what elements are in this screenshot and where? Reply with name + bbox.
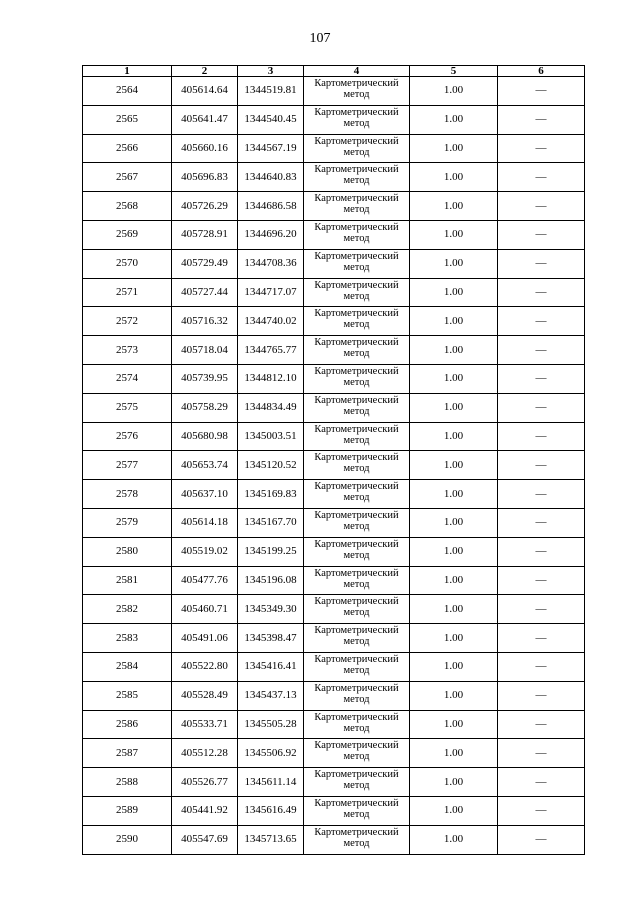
accuracy-cell: 1.00 — [410, 566, 498, 595]
table-row — [83, 134, 585, 163]
description-cell: — — [498, 566, 585, 595]
header-cell-y: 3 — [238, 66, 304, 77]
accuracy-cell: 1.00 — [410, 105, 498, 134]
x-coordinate-cell: 405660.16 — [172, 134, 238, 163]
table-header — [83, 66, 585, 77]
x-coordinate-cell: 405728.91 — [172, 220, 238, 249]
accuracy-cell: 1.00 — [410, 681, 498, 710]
header-cell-method: 4 — [304, 66, 410, 77]
description-cell: — — [498, 652, 585, 681]
method-cell: Картометрический метод — [304, 825, 410, 854]
y-coordinate-cell: 1345506.92 — [238, 739, 304, 768]
x-coordinate-cell: 405491.06 — [172, 624, 238, 653]
point-number-cell: 2575 — [83, 393, 172, 422]
x-coordinate-cell: 405696.83 — [172, 163, 238, 192]
description-cell: — — [498, 163, 585, 192]
x-coordinate-cell: 405519.02 — [172, 537, 238, 566]
table-row — [83, 393, 585, 422]
method-cell: Картометрический метод — [304, 624, 410, 653]
accuracy-cell: 1.00 — [410, 364, 498, 393]
method-cell: Картометрический метод — [304, 422, 410, 451]
accuracy-cell: 1.00 — [410, 220, 498, 249]
y-coordinate-cell: 1345398.47 — [238, 624, 304, 653]
x-coordinate-cell: 405758.29 — [172, 393, 238, 422]
y-coordinate-cell: 1345169.83 — [238, 480, 304, 509]
y-coordinate-cell: 1345196.08 — [238, 566, 304, 595]
accuracy-cell: 1.00 — [410, 652, 498, 681]
point-number-cell: 2585 — [83, 681, 172, 710]
y-coordinate-cell: 1344765.77 — [238, 336, 304, 365]
x-coordinate-cell: 405718.04 — [172, 336, 238, 365]
description-cell: — — [498, 364, 585, 393]
description-cell: — — [498, 624, 585, 653]
description-cell: — — [498, 278, 585, 307]
y-coordinate-cell: 1344696.20 — [238, 220, 304, 249]
description-cell: — — [498, 768, 585, 797]
accuracy-cell: 1.00 — [410, 77, 498, 106]
point-number-cell: 2573 — [83, 336, 172, 365]
accuracy-cell: 1.00 — [410, 451, 498, 480]
accuracy-cell: 1.00 — [410, 134, 498, 163]
y-coordinate-cell: 1345003.51 — [238, 422, 304, 451]
x-coordinate-cell: 405533.71 — [172, 710, 238, 739]
method-cell: Картометрический метод — [304, 192, 410, 221]
header-row — [83, 66, 585, 77]
description-cell: — — [498, 192, 585, 221]
point-number-cell: 2572 — [83, 307, 172, 336]
description-cell: — — [498, 77, 585, 106]
table-row — [83, 192, 585, 221]
point-number-cell: 2565 — [83, 105, 172, 134]
method-cell: Картометрический метод — [304, 163, 410, 192]
method-cell: Картометрический метод — [304, 134, 410, 163]
y-coordinate-cell: 1344834.49 — [238, 393, 304, 422]
table-row — [83, 364, 585, 393]
x-coordinate-cell: 405641.47 — [172, 105, 238, 134]
point-number-cell: 2587 — [83, 739, 172, 768]
description-cell: — — [498, 134, 585, 163]
method-cell: Картометрический метод — [304, 220, 410, 249]
description-cell: — — [498, 681, 585, 710]
table-body — [83, 77, 585, 855]
table-row — [83, 624, 585, 653]
accuracy-cell: 1.00 — [410, 336, 498, 365]
y-coordinate-cell: 1345505.28 — [238, 710, 304, 739]
description-cell: — — [498, 537, 585, 566]
method-cell: Картометрический метод — [304, 393, 410, 422]
x-coordinate-cell: 405460.71 — [172, 595, 238, 624]
table-row — [83, 278, 585, 307]
y-coordinate-cell: 1345349.30 — [238, 595, 304, 624]
description-cell: — — [498, 336, 585, 365]
description-cell: — — [498, 508, 585, 537]
x-coordinate-cell: 405528.49 — [172, 681, 238, 710]
accuracy-cell: 1.00 — [410, 624, 498, 653]
point-number-cell: 2589 — [83, 796, 172, 825]
table-row — [83, 796, 585, 825]
x-coordinate-cell: 405522.80 — [172, 652, 238, 681]
table-row — [83, 336, 585, 365]
x-coordinate-cell: 405526.77 — [172, 768, 238, 797]
x-coordinate-cell: 405614.18 — [172, 508, 238, 537]
table-row — [83, 77, 585, 106]
description-cell: — — [498, 249, 585, 278]
table-row — [83, 825, 585, 854]
x-coordinate-cell: 405726.29 — [172, 192, 238, 221]
method-cell: Картометрический метод — [304, 566, 410, 595]
y-coordinate-cell: 1344540.45 — [238, 105, 304, 134]
method-cell: Картометрический метод — [304, 652, 410, 681]
y-coordinate-cell: 1345199.25 — [238, 537, 304, 566]
description-cell: — — [498, 220, 585, 249]
table-row — [83, 508, 585, 537]
accuracy-cell: 1.00 — [410, 393, 498, 422]
x-coordinate-cell: 405637.10 — [172, 480, 238, 509]
point-number-cell: 2590 — [83, 825, 172, 854]
y-coordinate-cell: 1345616.49 — [238, 796, 304, 825]
accuracy-cell: 1.00 — [410, 768, 498, 797]
point-number-cell: 2570 — [83, 249, 172, 278]
coordinates-table — [82, 65, 585, 855]
method-cell: Картометрический метод — [304, 278, 410, 307]
table-row — [83, 595, 585, 624]
point-number-cell: 2569 — [83, 220, 172, 249]
accuracy-cell: 1.00 — [410, 710, 498, 739]
method-cell: Картометрический метод — [304, 364, 410, 393]
accuracy-cell: 1.00 — [410, 739, 498, 768]
description-cell: — — [498, 307, 585, 336]
point-number-cell: 2567 — [83, 163, 172, 192]
point-number-cell: 2574 — [83, 364, 172, 393]
accuracy-cell: 1.00 — [410, 163, 498, 192]
table-row — [83, 710, 585, 739]
method-cell: Картометрический метод — [304, 768, 410, 797]
header-cell-point-number: 1 — [83, 66, 172, 77]
table-row — [83, 451, 585, 480]
point-number-cell: 2564 — [83, 77, 172, 106]
point-number-cell: 2577 — [83, 451, 172, 480]
x-coordinate-cell: 405680.98 — [172, 422, 238, 451]
description-cell: — — [498, 451, 585, 480]
header-cell-x: 2 — [172, 66, 238, 77]
description-cell: — — [498, 710, 585, 739]
x-coordinate-cell: 405653.74 — [172, 451, 238, 480]
table-row — [83, 163, 585, 192]
method-cell: Картометрический метод — [304, 451, 410, 480]
x-coordinate-cell: 405441.92 — [172, 796, 238, 825]
method-cell: Картометрический метод — [304, 595, 410, 624]
table-row — [83, 249, 585, 278]
method-cell: Картометрический метод — [304, 710, 410, 739]
description-cell: — — [498, 422, 585, 451]
x-coordinate-cell: 405477.76 — [172, 566, 238, 595]
y-coordinate-cell: 1344708.36 — [238, 249, 304, 278]
method-cell: Картометрический метод — [304, 77, 410, 106]
y-coordinate-cell: 1345611.14 — [238, 768, 304, 797]
page-number: 107 — [309, 31, 331, 46]
y-coordinate-cell: 1345437.13 — [238, 681, 304, 710]
point-number-cell: 2581 — [83, 566, 172, 595]
table-row — [83, 307, 585, 336]
x-coordinate-cell: 405547.69 — [172, 825, 238, 854]
description-cell: — — [498, 739, 585, 768]
point-number-cell: 2588 — [83, 768, 172, 797]
table-row — [83, 681, 585, 710]
method-cell: Картометрический метод — [304, 681, 410, 710]
x-coordinate-cell: 405512.28 — [172, 739, 238, 768]
x-coordinate-cell: 405716.32 — [172, 307, 238, 336]
description-cell: — — [498, 796, 585, 825]
table-row — [83, 566, 585, 595]
method-cell: Картометрический метод — [304, 105, 410, 134]
y-coordinate-cell: 1344640.83 — [238, 163, 304, 192]
table-row — [83, 220, 585, 249]
accuracy-cell: 1.00 — [410, 278, 498, 307]
accuracy-cell: 1.00 — [410, 480, 498, 509]
accuracy-cell: 1.00 — [410, 595, 498, 624]
table-row — [83, 768, 585, 797]
method-cell: Картометрический метод — [304, 307, 410, 336]
table-row — [83, 105, 585, 134]
x-coordinate-cell: 405739.95 — [172, 364, 238, 393]
method-cell: Картометрический метод — [304, 739, 410, 768]
accuracy-cell: 1.00 — [410, 422, 498, 451]
method-cell: Картометрический метод — [304, 480, 410, 509]
table-row — [83, 537, 585, 566]
point-number-cell: 2566 — [83, 134, 172, 163]
point-number-cell: 2580 — [83, 537, 172, 566]
point-number-cell: 2579 — [83, 508, 172, 537]
y-coordinate-cell: 1345713.65 — [238, 825, 304, 854]
description-cell: — — [498, 480, 585, 509]
accuracy-cell: 1.00 — [410, 508, 498, 537]
point-number-cell: 2568 — [83, 192, 172, 221]
point-number-cell: 2582 — [83, 595, 172, 624]
point-number-cell: 2571 — [83, 278, 172, 307]
point-number-cell: 2586 — [83, 710, 172, 739]
point-number-cell: 2584 — [83, 652, 172, 681]
accuracy-cell: 1.00 — [410, 307, 498, 336]
y-coordinate-cell: 1344812.10 — [238, 364, 304, 393]
description-cell: — — [498, 393, 585, 422]
x-coordinate-cell: 405729.49 — [172, 249, 238, 278]
description-cell: — — [498, 105, 585, 134]
y-coordinate-cell: 1345416.41 — [238, 652, 304, 681]
y-coordinate-cell: 1345120.52 — [238, 451, 304, 480]
accuracy-cell: 1.00 — [410, 537, 498, 566]
description-cell: — — [498, 825, 585, 854]
point-number-cell: 2578 — [83, 480, 172, 509]
accuracy-cell: 1.00 — [410, 825, 498, 854]
table-row — [83, 480, 585, 509]
y-coordinate-cell: 1344567.19 — [238, 134, 304, 163]
x-coordinate-cell: 405614.64 — [172, 77, 238, 106]
y-coordinate-cell: 1344686.58 — [238, 192, 304, 221]
y-coordinate-cell: 1344519.81 — [238, 77, 304, 106]
table-row — [83, 652, 585, 681]
method-cell: Картометрический метод — [304, 336, 410, 365]
table-row — [83, 422, 585, 451]
y-coordinate-cell: 1344740.02 — [238, 307, 304, 336]
method-cell: Картометрический метод — [304, 249, 410, 278]
accuracy-cell: 1.00 — [410, 192, 498, 221]
method-cell: Картометрический метод — [304, 537, 410, 566]
method-cell: Картометрический метод — [304, 508, 410, 537]
point-number-cell: 2576 — [83, 422, 172, 451]
y-coordinate-cell: 1345167.70 — [238, 508, 304, 537]
x-coordinate-cell: 405727.44 — [172, 278, 238, 307]
method-cell: Картометрический метод — [304, 796, 410, 825]
header-cell-accuracy: 5 — [410, 66, 498, 77]
description-cell: — — [498, 595, 585, 624]
accuracy-cell: 1.00 — [410, 796, 498, 825]
point-number-cell: 2583 — [83, 624, 172, 653]
y-coordinate-cell: 1344717.07 — [238, 278, 304, 307]
table-row — [83, 739, 585, 768]
accuracy-cell: 1.00 — [410, 249, 498, 278]
header-cell-description: 6 — [498, 66, 585, 77]
